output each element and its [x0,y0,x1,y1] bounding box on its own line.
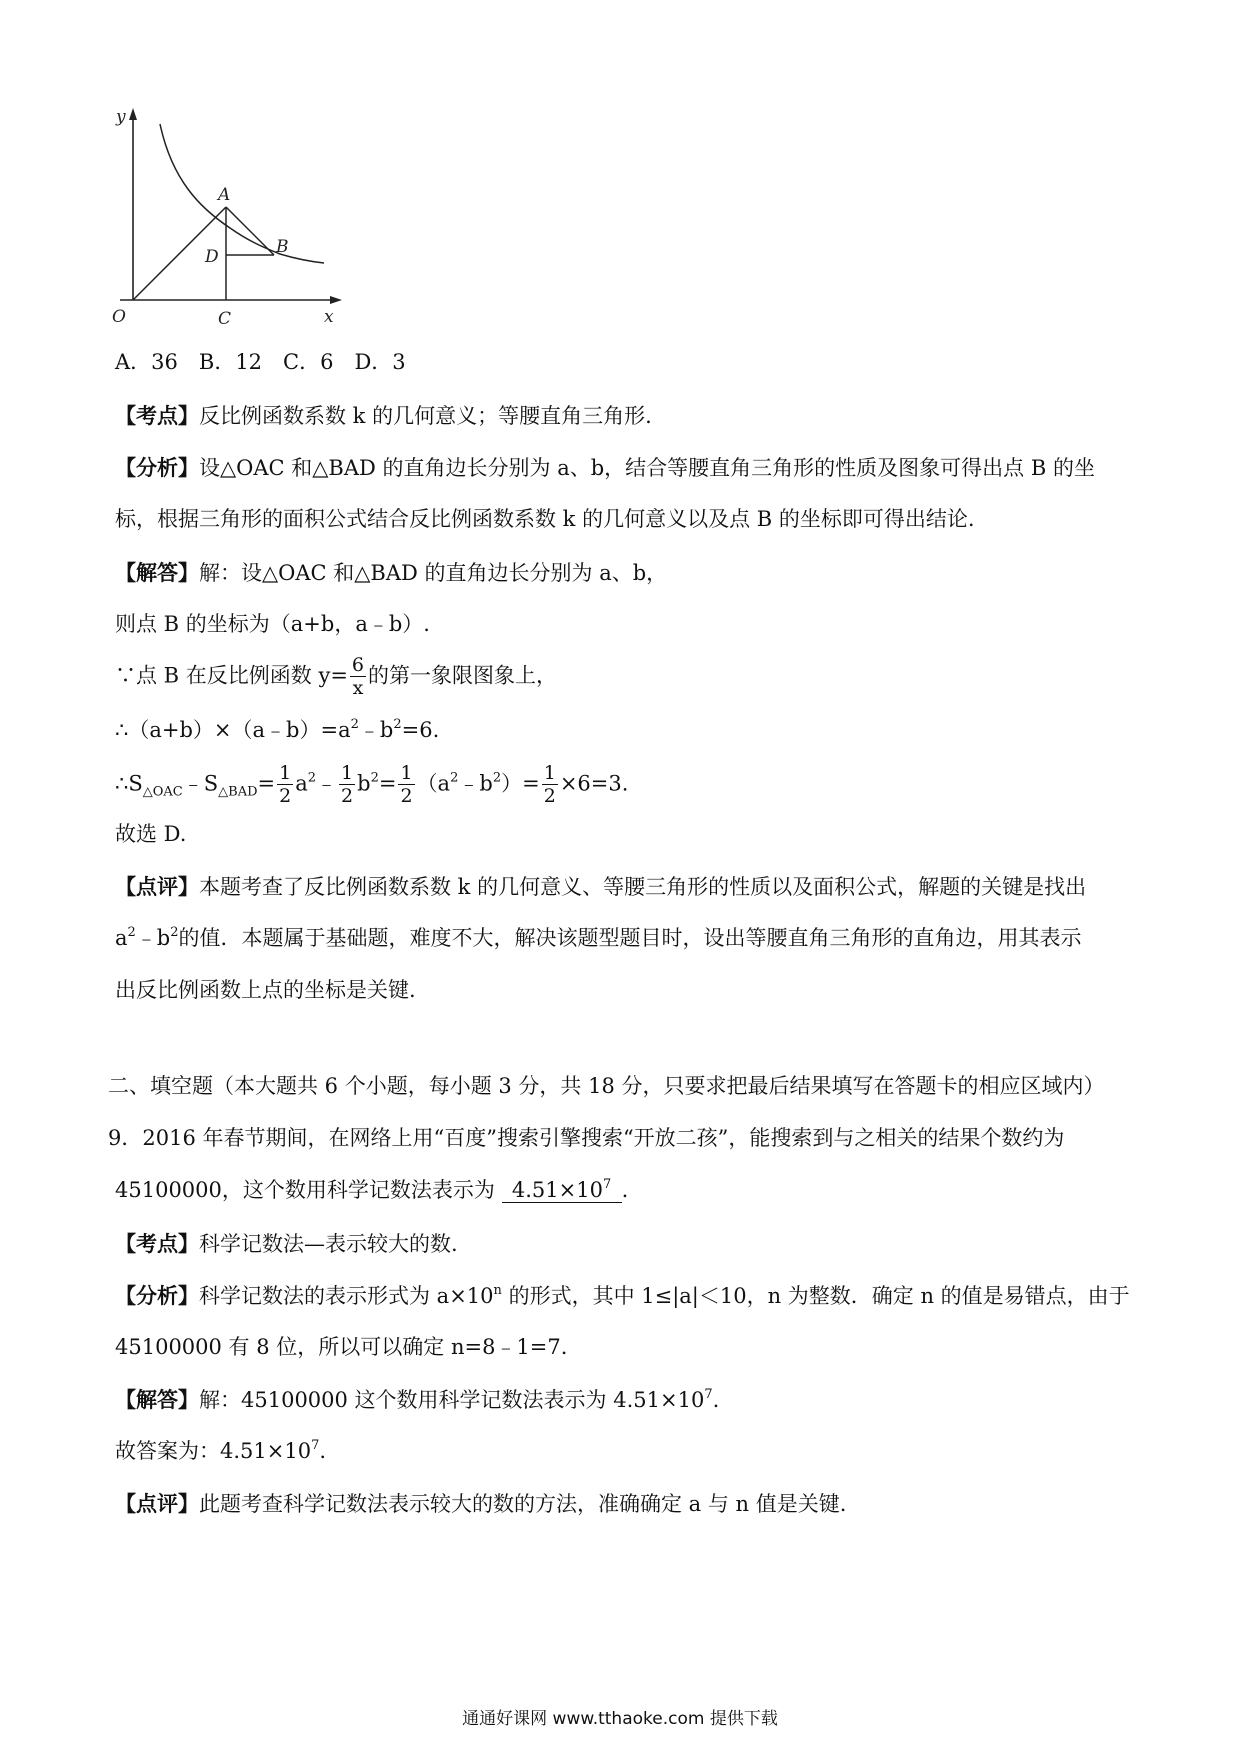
inverse-function-graph [110,100,400,340]
superscript: 7 [602,1177,612,1192]
text-segment: ﹣b [358,718,394,742]
q8-fenxi-line2: 标，根据三角形的面积公式结合反比例函数系数 k 的几何意义以及点 B 的坐标即可得出结论. [115,507,975,531]
fenxi-text: 设△OAC 和△BAD 的直角边长分别为 a、b，结合等腰直角三角形的性质及图象可得出点 B 的坐 [199,456,1095,480]
q9-fenxi-line1 [115,1285,1130,1307]
q9-jieda [115,1389,719,1411]
q9-kaodian [115,1233,458,1255]
text-segment: . [319,1439,327,1463]
text-segment: ﹣S [182,771,219,796]
fenxi-tag: 【分析】 [115,1283,199,1308]
superscript: 2 [307,770,317,786]
text-segment: a [115,926,128,950]
q8-jieda-line5 [115,764,628,806]
fraction-numerator: 1 [400,762,413,784]
kaodian-tag: 【考点】 [115,1231,199,1256]
text-segment: 解：45100000 这个数用科学记数法表示为 4.51×10 [199,1388,705,1412]
superscript: 2 [370,770,379,786]
fraction-denominator: 2 [279,785,292,807]
fraction-denominator: x [352,677,364,699]
q8-options: A．36 B．12 C．6 D．3 [115,350,406,374]
fraction-half [542,764,558,806]
superscript: 2 [450,770,459,786]
fraction-denominator: 2 [400,785,413,807]
text-segment: a [295,771,308,796]
superscript: 2 [393,717,402,732]
q8-kaodian [115,405,652,427]
hyperbola-curve [160,124,324,263]
answer-blank [502,1177,622,1203]
text-segment: （a [416,771,451,796]
label-c: C [218,309,232,329]
text-segment: b [357,771,371,796]
q9-dianping [115,1493,846,1515]
subscript: △BAD [218,784,258,800]
fraction-6-over-x [350,656,366,698]
superscript: n [493,1283,502,1298]
label-o: O [112,307,126,327]
text-segment: 45100000，这个数用科学记数法表示为 [115,1178,495,1202]
label-x: x [324,307,334,327]
fraction-numerator: 1 [341,762,354,784]
dianping-text: 本题考查了反比例函数系数 k 的几何意义、等腰三角形的性质以及面积公式，解题的关键是找出 [199,875,1087,899]
q8-jieda-line2: 则点 B 的坐标为（a+b，a﹣b）. [115,612,430,636]
text-segment: ﹣b [458,771,493,796]
q8-dianping-line2 [115,925,1082,950]
kaodian-tag: 【考点】 [115,403,199,428]
dianping-text: 此题考查科学记数法表示较大的数的方法，准确确定 a 与 n 值是关键. [199,1492,847,1516]
q9-stem-line2 [115,1177,629,1203]
text-segment: . [712,1388,720,1412]
text-segment: 的形式，其中 1≤|a|＜10，n 为整数．确定 n 的值是易错点，由于 [501,1284,1130,1308]
fraction-numerator: 1 [543,762,556,784]
q9-fenxi-line2: 45100000 有 8 位，所以可以确定 n=8﹣1=7. [115,1335,568,1359]
fraction-numerator: 6 [351,654,365,676]
superscript: 2 [350,717,359,732]
subscript: △OAC [142,784,183,800]
fenxi-tag: 【分析】 [115,455,199,480]
page-footer: 通通好课网 www.tthaoke.com 提供下载 [462,1709,778,1729]
text-segment: ）= [501,771,540,796]
q8-jieda-line4 [115,717,440,742]
text-segment: 4.51×10 [511,1178,603,1202]
jieda-text: 解：设△OAC 和△BAD 的直角边长分别为 a、b， [199,561,668,585]
text-segment: 科学记数法的表示形式为 a×10 [199,1284,494,1308]
q8-answer-choice: 故选 D. [115,822,187,846]
q9-answer [115,1438,327,1463]
q8-dianping-line1 [115,876,1086,898]
text-segment: = [378,771,397,796]
text-segment: ∵点 B 在反比例函数 y= [115,663,348,688]
jieda-tag: 【解答】 [115,1387,199,1412]
superscript: 7 [311,1438,320,1453]
label-d: D [205,247,219,267]
q9-stem-line1: 9．2016 年春节期间，在网络上用“百度”搜索引擎搜索“开放二孩”，能搜索到与之相关的结果个数约为 [108,1126,1065,1150]
text-segment: =6. [401,718,440,742]
text-segment: 的第一象限图象上， [368,663,558,688]
text-segment: . [621,1178,629,1202]
text-segment: ∴（a+b）×（a﹣b）=a [115,718,351,742]
superscript: 2 [127,925,136,940]
text-segment: 的值．本题属于基础题，难度不大，解决该题型题目时，设出等腰直角三角形的直角边，用其表示 [178,926,1082,950]
fraction-half [277,764,293,806]
kaodian-text: 反比例函数系数 k 的几何意义；等腰直角三角形. [199,404,652,428]
y-axis-arrow [129,108,137,120]
text-segment: 故答案为：4.51×10 [115,1439,312,1463]
superscript: 7 [704,1387,713,1402]
text-segment: = [257,771,276,796]
superscript: 2 [170,925,179,940]
kaodian-text: 科学记数法—表示较大的数. [199,1232,458,1256]
text-segment: ×6=3. [559,771,629,796]
fraction-half [398,764,414,806]
fraction-denominator: 2 [341,785,354,807]
fraction-half [339,764,355,806]
x-axis-arrow [330,296,342,304]
label-b: B [276,237,289,257]
superscript: 2 [492,770,502,786]
q8-jieda-line3 [115,656,557,698]
dianping-tag: 【点评】 [115,874,199,899]
fraction-denominator: 2 [543,785,556,807]
label-a: A [218,185,231,205]
dianping-tag: 【点评】 [115,1491,199,1516]
q8-fenxi-line1 [115,457,1095,479]
text-segment: ﹣b [135,926,171,950]
section2-heading: 二、填空题（本大题共 6 个小题，每小题 3 分，共 18 分，只要求把最后结果填写在答题卡的相应区域内） [108,1074,1105,1098]
label-y: y [116,107,126,127]
text-segment: ﹣ [316,771,338,796]
jieda-tag: 【解答】 [115,560,199,585]
q8-dianping-line3: 出反比例函数上点的坐标是关键. [115,978,416,1002]
q8-jieda-line1 [115,562,667,584]
text-segment: ∴S [115,771,143,796]
fraction-numerator: 1 [279,762,292,784]
